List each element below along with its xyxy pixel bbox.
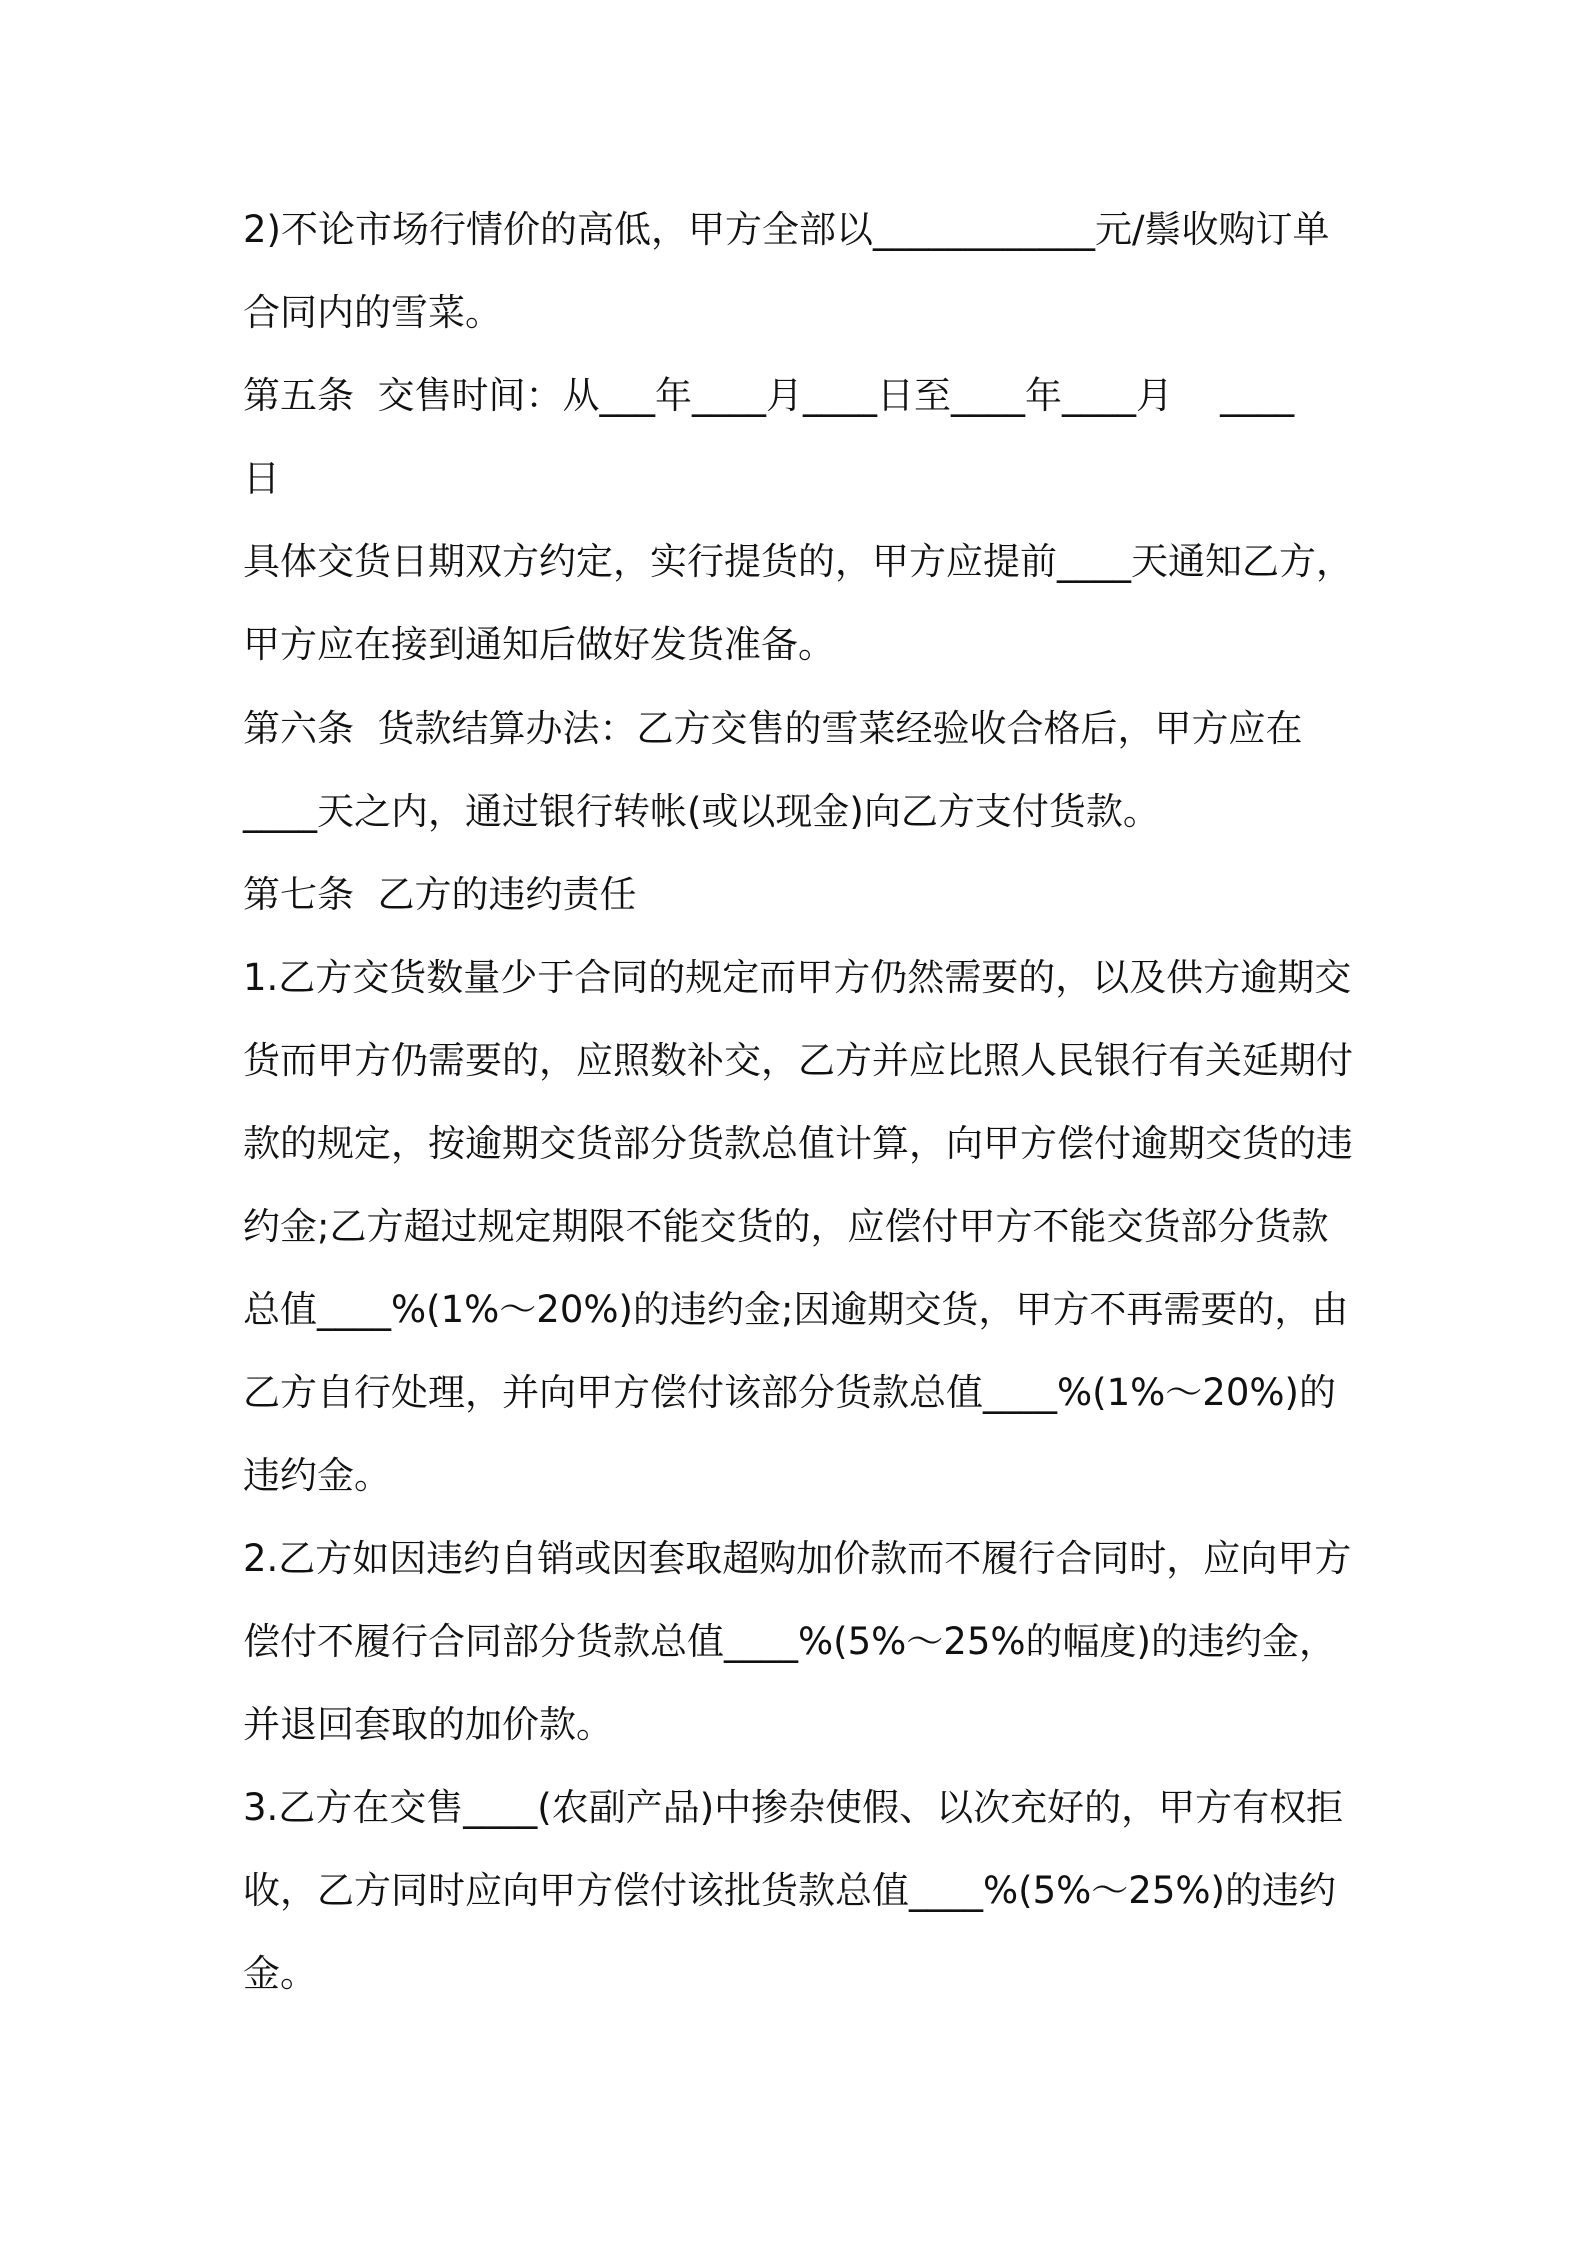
clause-2-line: 偿付不履行合同部分货款总值____%(5%～25%的幅度)的违约金， xyxy=(243,1620,1336,1663)
clause-3-line: 收，乙方同时应向甲方偿付该批货款总值____%(5%～25%)的违约 xyxy=(243,1869,1336,1912)
clause-1-line: 款的规定，按逾期交货部分货款总值计算，向甲方偿付逾期交货的违 xyxy=(243,1122,1353,1165)
clause-1-line: 违约金。 xyxy=(243,1454,391,1497)
clause-1-line: 货而甲方仍需要的，应照数补交，乙方并应比照人民银行有关延期付 xyxy=(243,1039,1353,1082)
article-7-heading: 第七条 乙方的违约责任 xyxy=(243,873,637,916)
clause-2-line: 2.乙方如因违约自销或因套取超购加价款而不履行合同时，应向甲方 xyxy=(243,1537,1352,1580)
clause-1-line: 1.乙方交货数量少于合同的规定而甲方仍然需要的，以及供方逾期交 xyxy=(243,956,1352,999)
clause-2-line: 并退回套取的加价款。 xyxy=(243,1703,613,1746)
paragraph-line: 2)不论市场行情价的高低，甲方全部以____________元/鬃收购订单 xyxy=(243,208,1330,251)
clause-3-line: 金。 xyxy=(243,1952,317,1995)
article-5-heading: 第五条 交售时间：从___年____月____日至____年____月 ____ xyxy=(243,374,1295,417)
paragraph-line: 具体交货日期双方约定，实行提货的，甲方应提前____天通知乙方， xyxy=(243,540,1353,583)
paragraph-line: 合同内的雪菜。 xyxy=(243,291,502,334)
clause-1-line: 约金;乙方超过规定期限不能交货的，应偿付甲方不能交货部分货款 xyxy=(243,1205,1329,1248)
clause-1-line: 总值____%(1%～20%)的违约金;因逾期交货，甲方不再需要的，由 xyxy=(243,1288,1349,1331)
clause-1-line: 乙方自行处理，并向甲方偿付该部分货款总值____%(1%～20%)的 xyxy=(243,1371,1336,1414)
paragraph-line: ____天之内，通过银行转帐(或以现金)向乙方支付货款。 xyxy=(243,790,1160,833)
article-6-heading: 第六条 货款结算办法：乙方交售的雪菜经验收合格后，甲方应在 xyxy=(243,707,1303,750)
paragraph-line: 甲方应在接到通知后做好发货准备。 xyxy=(243,623,835,666)
clause-3-line: 3.乙方在交售____(农副产品)中掺杂使假、以次充好的，甲方有权拒 xyxy=(243,1786,1344,1829)
paragraph-line: 日 xyxy=(243,457,280,500)
